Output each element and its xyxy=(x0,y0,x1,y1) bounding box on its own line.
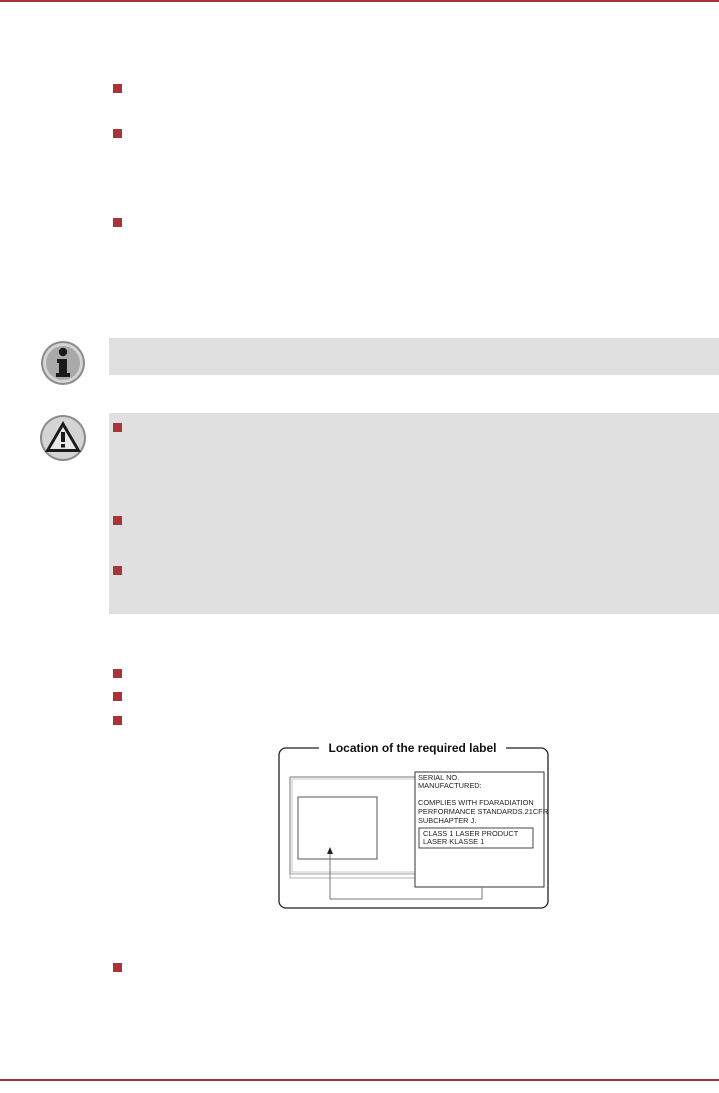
list-bullet xyxy=(113,129,122,138)
figure-title: Location of the required label xyxy=(319,741,506,755)
list-bullet xyxy=(113,692,122,701)
label-manufactured-line: MANUFACTURED: xyxy=(418,781,482,790)
list-bullet xyxy=(113,669,122,678)
list-bullet xyxy=(113,84,122,93)
label-serial-line: SERIAL NO. xyxy=(418,773,460,782)
footer-rule xyxy=(0,1079,719,1081)
list-bullet xyxy=(113,716,122,725)
label-compliance-line: PERFORMANCE STANDARDS.21CFR xyxy=(418,807,549,816)
header-rule xyxy=(0,0,719,2)
label-location-figure xyxy=(278,744,549,909)
list-bullet xyxy=(113,218,122,227)
warning-panel xyxy=(109,413,719,614)
note-panel xyxy=(109,338,719,375)
warning-icon xyxy=(39,414,87,462)
label-compliance-line: COMPLIES WITH FDARADIATION xyxy=(418,798,534,807)
list-bullet xyxy=(113,963,122,972)
label-class-line: LASER KLASSE 1 xyxy=(423,837,485,846)
label-compliance-line: SUBCHAPTER J. xyxy=(418,816,477,825)
list-bullet xyxy=(113,516,122,525)
info-icon xyxy=(40,340,86,386)
label-class-line: CLASS 1 LASER PRODUCT xyxy=(423,829,519,838)
list-bullet xyxy=(113,566,122,575)
list-bullet xyxy=(113,423,122,432)
